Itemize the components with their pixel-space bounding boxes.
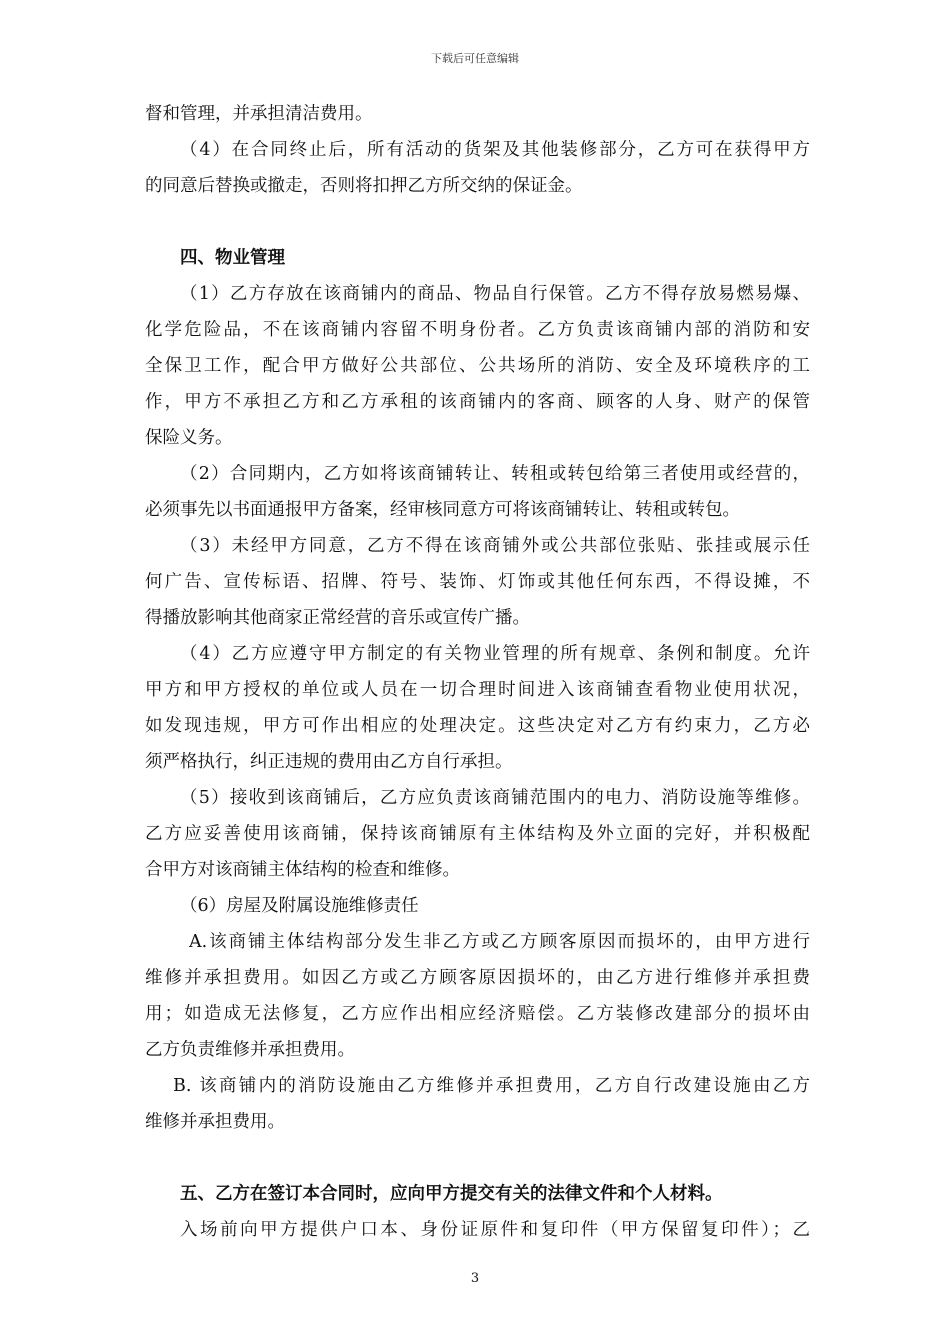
paragraph-line: （5）接收到该商铺后，乙方应负责该商铺范围内的电力、消防设施等维修。 bbox=[180, 788, 810, 808]
spacer bbox=[145, 1140, 810, 1176]
paragraph-line: 甲方和甲方授权的单位或人员在一切合理时间进入该商铺查看物业使用状况， bbox=[145, 680, 810, 700]
paragraph-line: （6）房屋及附属设施维修责任 bbox=[180, 896, 419, 916]
paragraph-line: （2）合同期内，乙方如将该商铺转让、转租或转包给第三者使用或经营的， bbox=[180, 464, 810, 484]
page-number: 3 bbox=[470, 1271, 480, 1286]
paragraph-line: 乙方负责维修并承担费用。 bbox=[145, 1040, 355, 1060]
paragraph-line: 合甲方对该商铺主体结构的检查和维修。 bbox=[145, 860, 460, 880]
paragraph-line: 维修并承担费用。 bbox=[145, 1112, 285, 1132]
paragraph-line: B. 该商铺内的消防设施由乙方维修并承担费用，乙方自行改建设施由乙方 bbox=[173, 1076, 810, 1096]
paragraph-line: 维修并承担费用。如因乙方或乙方顾客原因损坏的，由乙方进行维修并承担费 bbox=[145, 968, 810, 988]
paragraph-line: （4）在合同终止后，所有活动的货架及其他装修部分，乙方可在获得甲方 bbox=[180, 140, 810, 160]
paragraph-line: （3）未经甲方同意，乙方不得在该商铺外或公共部位张贴、张挂或展示任 bbox=[180, 536, 810, 556]
spacer bbox=[145, 204, 810, 240]
paragraph-line: 保险义务。 bbox=[145, 428, 233, 448]
paragraph-line: 何广告、宣传标语、招牌、符号、装饰、灯饰或其他任何东西，不得设摊，不 bbox=[145, 572, 810, 592]
paragraph-line: 乙方应妥善使用该商铺，保持该商铺原有主体结构及外立面的完好，并积极配 bbox=[145, 824, 810, 844]
paragraph-line: 化学危险品，不在该商铺内容留不明身份者。乙方负责该商铺内部的消防和安 bbox=[145, 320, 810, 340]
section-heading-5: 五、乙方在签订本合同时，应向甲方提交有关的法律文件和个人材料。 bbox=[180, 1184, 723, 1204]
page-header: 下载后可任意编辑 bbox=[431, 52, 519, 65]
paragraph-line: 得播放影响其他商家正常经营的音乐或宣传广播。 bbox=[145, 608, 530, 628]
document-body bbox=[145, 96, 810, 1248]
paragraph-line: （4）乙方应遵守甲方制定的有关物业管理的所有规章、条例和制度。允许 bbox=[180, 644, 810, 664]
paragraph-line: 须严格执行，纠正违规的费用由乙方自行承担。 bbox=[145, 752, 513, 772]
paragraph-line: 必须事先以书面通报甲方备案，经审核同意方可将该商铺转让、转租或转包。 bbox=[145, 500, 740, 520]
section-heading-4: 四、物业管理 bbox=[180, 248, 285, 268]
paragraph-line: 入场前向甲方提供户口本、身份证原件和复印件（甲方保留复印件）；乙 bbox=[180, 1220, 810, 1240]
paragraph-line: 的同意后替换或撤走，否则将扣押乙方所交纳的保证金。 bbox=[145, 176, 583, 196]
paragraph-line: 作，甲方不承担乙方和乙方承租的该商铺内的客商、顾客的人身、财产的保管 bbox=[145, 392, 810, 412]
paragraph-line: 用；如造成无法修复，乙方应作出相应经济赔偿。乙方装修改建部分的损坏由 bbox=[145, 1004, 810, 1024]
paragraph-line: 全保卫工作，配合甲方做好公共部位、公共场所的消防、安全及环境秩序的工 bbox=[145, 356, 810, 376]
paragraph-line: 如发现违规，甲方可作出相应的处理决定。这些决定对乙方有约束力，乙方必 bbox=[145, 716, 810, 736]
paragraph-line: A.该商铺主体结构部分发生非乙方或乙方顾客原因而损坏的，由甲方进行 bbox=[189, 932, 810, 952]
paragraph-line: 督和管理，并承担清洁费用。 bbox=[145, 104, 373, 124]
paragraph-line: （1）乙方存放在该商铺内的商品、物品自行保管。乙方不得存放易燃易爆、 bbox=[180, 284, 810, 304]
